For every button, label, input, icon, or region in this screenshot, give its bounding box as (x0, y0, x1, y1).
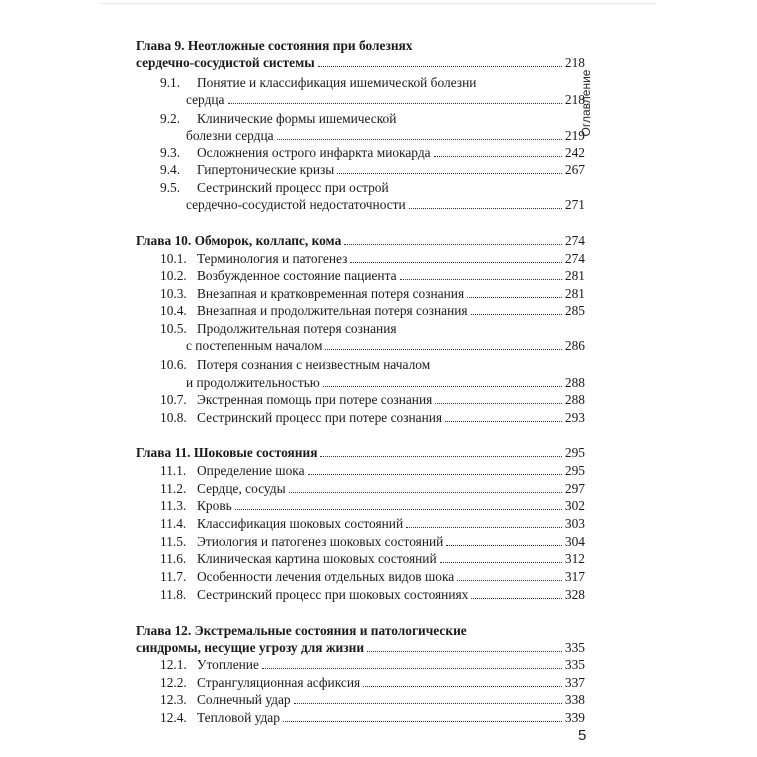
toc-dot-leader (457, 580, 562, 581)
toc-number: 11.6. (160, 551, 187, 566)
toc-title: Глава 10. Обморок, коллапс, кома (136, 233, 342, 248)
toc-section-line[interactable] (160, 285, 585, 302)
toc-dot-leader (320, 456, 561, 457)
toc-title: Внезапная и продолжительная потеря сознания (197, 303, 468, 318)
toc-number: 10.5. (160, 321, 187, 336)
toc-page-number: 271 (564, 197, 585, 212)
toc-title: Сестринский процесс при шоковых состояниях (197, 587, 469, 602)
toc-section-line[interactable] (160, 320, 585, 337)
toc-section-line[interactable] (160, 250, 585, 267)
toc-chapter-line[interactable] (136, 444, 585, 461)
toc-dot-leader (471, 598, 562, 599)
toc-section-line[interactable] (160, 267, 585, 284)
toc-number: 12.1. (160, 657, 187, 672)
toc-title: Терминология и патогенез (197, 251, 348, 266)
toc-number: 10.1. (160, 251, 187, 266)
toc-section-line[interactable] (160, 480, 585, 497)
toc-number: 10.8. (160, 410, 187, 425)
toc-title: Гипертонические кризы (197, 162, 335, 177)
toc-dot-leader (350, 262, 561, 263)
toc-title: Сердце, сосуды (197, 481, 286, 496)
toc-number: 10.2. (160, 268, 187, 283)
toc-section-line[interactable] (160, 515, 585, 532)
toc-page-number: 317 (564, 569, 585, 584)
toc-section-line[interactable] (160, 586, 585, 603)
toc-dot-leader (363, 686, 562, 687)
toc-title: Продолжительная потеря сознания (197, 321, 397, 336)
toc-page-number: 288 (564, 392, 585, 407)
toc-page-number: 312 (564, 551, 585, 566)
toc-title: Потеря сознания с неизвестным началом (197, 357, 431, 372)
toc-title: болезни сердца (186, 128, 274, 143)
toc-title: Глава 12. Экстремальные состояния и патологические (136, 623, 467, 638)
toc-dot-leader (435, 403, 562, 404)
toc-section-line[interactable] (160, 409, 585, 426)
toc-number: 9.4. (160, 162, 181, 177)
toc-section-line[interactable] (160, 391, 585, 408)
page-number: 5 (578, 727, 587, 744)
toc-title: Классификация шоковых состояний (197, 516, 404, 531)
toc-number: 11.1. (160, 463, 187, 478)
toc-title: Этиология и патогенез шоковых состояний (197, 534, 444, 549)
toc-number: 11.3. (160, 498, 187, 513)
toc-title: Сестринский процесс при потере сознания (197, 410, 443, 425)
toc-title: Осложнения острого инфаркта миокарда (197, 145, 431, 160)
toc-title: Определение шока (197, 463, 305, 478)
toc-page-number: 302 (564, 498, 585, 513)
toc-page-number: 295 (564, 463, 585, 478)
toc-dot-leader (344, 244, 562, 245)
toc-dot-leader (367, 651, 562, 652)
toc-number: 11.4. (160, 516, 187, 531)
toc-page-number: 304 (564, 534, 585, 549)
toc-number: 10.7. (160, 392, 187, 407)
toc-title: сердца (186, 92, 225, 107)
toc-section-line[interactable] (160, 550, 585, 567)
toc-title: Странгуляционная асфиксия (197, 675, 361, 690)
toc-page-number: 337 (564, 675, 585, 690)
toc-page-number: 218 (564, 92, 585, 107)
toc-chapter-line[interactable] (136, 232, 585, 249)
toc-dot-leader (406, 527, 562, 528)
toc-page-number: 285 (564, 303, 585, 318)
toc-page-number: 295 (564, 445, 585, 460)
toc-dot-leader (446, 545, 562, 546)
toc-dot-leader (409, 208, 562, 209)
toc-section-line[interactable] (160, 161, 585, 178)
toc-dot-leader (262, 668, 562, 669)
toc-number: 9.1. (160, 75, 181, 90)
section-side-label: Оглавление (579, 69, 593, 137)
toc-title: Сестринский процесс при острой (197, 180, 389, 195)
toc-section-line[interactable] (160, 144, 585, 161)
toc-section-line[interactable] (160, 709, 585, 726)
toc-title: Солнечный удар (197, 692, 291, 707)
toc-number: 12.2. (160, 675, 187, 690)
toc-dot-leader (318, 66, 562, 67)
toc-dot-leader (283, 721, 562, 722)
toc-title: Глава 9. Неотложные состояния при болезнях (136, 38, 413, 53)
toc-number: 10.6. (160, 357, 187, 372)
toc-dot-leader (337, 173, 562, 174)
toc-page-number: 281 (564, 286, 585, 301)
toc-title: Кровь (197, 498, 232, 513)
toc-page-number: 242 (564, 145, 585, 160)
toc-section-line[interactable] (160, 674, 585, 691)
toc-title: Глава 11. Шоковые состояния (136, 445, 318, 460)
toc-page-number: 274 (564, 233, 585, 248)
toc-title: и продолжительностью (186, 375, 320, 390)
toc-number: 10.3. (160, 286, 187, 301)
toc-dot-leader (400, 279, 562, 280)
toc-section-line[interactable] (160, 462, 585, 479)
toc-title: Клиническая картина шоковых состояний (197, 551, 437, 566)
toc-dot-leader (434, 156, 562, 157)
toc-dot-leader (325, 349, 561, 350)
toc-title: сердечно-сосудистой системы (136, 55, 315, 70)
toc-dot-leader (308, 474, 562, 475)
toc-section-line[interactable] (160, 356, 585, 373)
toc-page-number: 281 (564, 268, 585, 283)
toc-page-number: 219 (564, 128, 585, 143)
toc-section-line[interactable] (160, 302, 585, 319)
toc-page-number: 338 (564, 692, 585, 707)
toc-dot-leader (294, 703, 562, 704)
toc-title: Утопление (197, 657, 259, 672)
toc-page-number: 274 (564, 251, 585, 266)
toc-number: 11.5. (160, 534, 187, 549)
toc-section-line[interactable] (160, 533, 585, 550)
toc-number: 12.3. (160, 692, 187, 707)
toc-section-line[interactable] (186, 127, 585, 144)
toc-title: синдромы, несущие угрозу для жизни (136, 640, 365, 655)
toc-page-number: 303 (564, 516, 585, 531)
toc-number: 11.8. (160, 587, 187, 602)
toc-section-line[interactable] (186, 337, 585, 354)
toc-chapter-line[interactable] (136, 622, 585, 639)
toc-dot-leader (440, 562, 562, 563)
toc-dot-leader (471, 314, 562, 315)
toc-title: Особенности лечения отдельных видов шока (197, 569, 455, 584)
toc-number: 11.7. (160, 569, 187, 584)
toc-number: 10.4. (160, 303, 187, 318)
toc-section-line[interactable] (160, 497, 585, 514)
toc-page-number: 335 (564, 640, 585, 655)
toc-section-line[interactable] (160, 656, 585, 673)
toc-dot-leader (277, 139, 562, 140)
toc-page-number: 335 (564, 657, 585, 672)
toc-page-number: 293 (564, 410, 585, 425)
toc-dot-leader (467, 297, 562, 298)
toc-title: с постепенным началом (186, 338, 323, 353)
toc-title: Клинические формы ишемической (197, 111, 397, 126)
toc-section-line[interactable] (160, 568, 585, 585)
toc-title: Понятие и классификация ишемической болезни (197, 75, 477, 90)
toc-number: 11.2. (160, 481, 187, 496)
toc-page-number: 286 (564, 338, 585, 353)
toc-title: сердечно-сосудистой недостаточности (186, 197, 406, 212)
toc-section-line[interactable] (186, 196, 585, 213)
toc-number: 9.5. (160, 180, 181, 195)
toc-chapter-line[interactable] (136, 639, 585, 656)
toc-page-number: 267 (564, 162, 585, 177)
toc-section-line[interactable] (160, 110, 585, 127)
toc-title: Возбужденное состояние пациента (197, 268, 397, 283)
toc-title: Внезапная и кратковременная потеря сознания (197, 286, 465, 301)
toc-number: 12.4. (160, 710, 187, 725)
toc-dot-leader (445, 421, 562, 422)
toc-page-number: 297 (564, 481, 585, 496)
toc-page-number: 339 (564, 710, 585, 725)
toc-chapter-line[interactable] (136, 37, 585, 54)
toc-number: 9.3. (160, 145, 181, 160)
toc-section-line[interactable] (160, 179, 585, 196)
toc-section-line[interactable] (160, 74, 585, 91)
toc-dot-leader (228, 103, 562, 104)
toc-dot-leader (323, 386, 562, 387)
toc-chapter-line[interactable] (136, 54, 585, 71)
toc-section-line[interactable] (160, 691, 585, 708)
toc-page-number: 218 (564, 55, 585, 70)
toc-title: Тепловой удар (197, 710, 280, 725)
toc-dot-leader (289, 492, 562, 493)
toc-dot-leader (235, 509, 562, 510)
toc-title: Экстренная помощь при потере сознания (197, 392, 433, 407)
toc-page-number: 328 (564, 587, 585, 602)
toc-page-number: 288 (564, 375, 585, 390)
toc-section-line[interactable] (186, 374, 585, 391)
toc-section-line[interactable] (186, 91, 585, 108)
toc-number: 9.2. (160, 111, 181, 126)
